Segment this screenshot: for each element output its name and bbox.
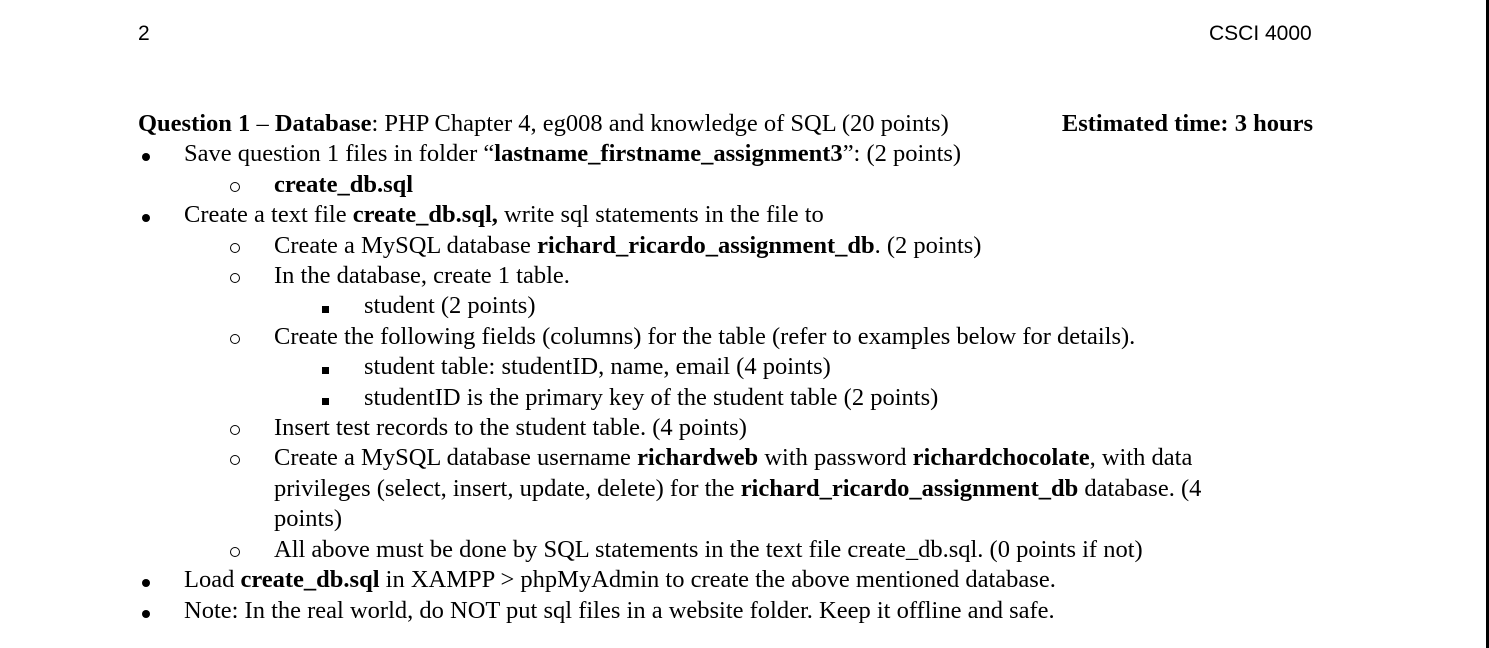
- bullet-circle-icon: [230, 413, 240, 443]
- list-item-user: [138, 443, 1313, 534]
- course-code: CSCI 4000: [1209, 22, 1312, 45]
- user-line-2: privileges (select, insert, update, delete) for the richard_ricardo_assignment_db database. (4: [274, 474, 1202, 502]
- user-line-3: points): [274, 505, 343, 533]
- file-name: create_db.sql: [274, 170, 414, 198]
- bullet-circle-icon: [230, 535, 240, 565]
- list-item-student-table: student (2 points): [138, 291, 1313, 321]
- question-topic: Database: [274, 110, 372, 137]
- question-label: Question 1: [138, 110, 251, 137]
- bullet-dot-icon: [142, 565, 150, 595]
- list-item-create-table: In the database, create 1 table.: [138, 261, 1313, 291]
- list-item-create-db: Create a MySQL database richard_ricardo_assignment_db. (2 points): [138, 231, 1313, 261]
- bullet-dot-icon: [142, 139, 150, 169]
- bullet-square-icon: [322, 291, 329, 321]
- list-item-all-sql: All above must be done by SQL statements in the text file create_db.sql. (0 points if not): [138, 535, 1313, 565]
- folder-name: lastname_firstname_assignment3: [494, 140, 843, 168]
- bullet-circle-icon: [230, 170, 240, 200]
- estimated-time: Estimated time: 3 hours: [1061, 110, 1313, 137]
- bullet-dot-icon: [142, 200, 150, 230]
- list-item-fields-columns: student table: studentID, name, email (4 points): [138, 352, 1313, 382]
- list-item-save-file: [138, 170, 1313, 200]
- bullet-square-icon: [322, 383, 329, 413]
- question-dash: –: [250, 110, 275, 137]
- list-item-load: Load create_db.sql in XAMPP > phpMyAdmin to create the above mentioned database.: [138, 565, 1313, 595]
- bullet-dot-icon: [142, 596, 150, 626]
- page-number: 2: [138, 22, 150, 45]
- list-item-insert: Insert test records to the student table. (4 points): [138, 413, 1313, 443]
- bullet-circle-icon: [230, 231, 240, 261]
- bullet-circle-icon: [230, 322, 240, 352]
- list-item-create-file: Create a text file create_db.sql, write sql statements in the file to: [138, 200, 1313, 230]
- bullet-circle-icon: [230, 443, 240, 473]
- list-item-primary-key: studentID is the primary key of the student table (2 points): [138, 383, 1313, 413]
- question-title: [138, 109, 1313, 139]
- question-content: [138, 109, 1313, 626]
- bullet-circle-icon: [230, 261, 240, 291]
- list-item-note: Note: In the real world, do NOT put sql files in a website folder. Keep it offline and safe.: [138, 596, 1313, 626]
- question-heading: [138, 109, 949, 139]
- list-item-save: Save question 1 files in folder “lastname_firstname_assignment3”: (2 points): [138, 139, 1313, 169]
- list-item-fields: Create the following fields (columns) for the table (refer to examples below for details).: [138, 322, 1313, 352]
- bullet-square-icon: [322, 352, 329, 382]
- user-line-1: Create a MySQL database username richardweb with password richardchocolate, with data: [274, 444, 1193, 472]
- question-description: : PHP Chapter 4, eg008 and knowledge of SQL (20 points): [371, 110, 949, 137]
